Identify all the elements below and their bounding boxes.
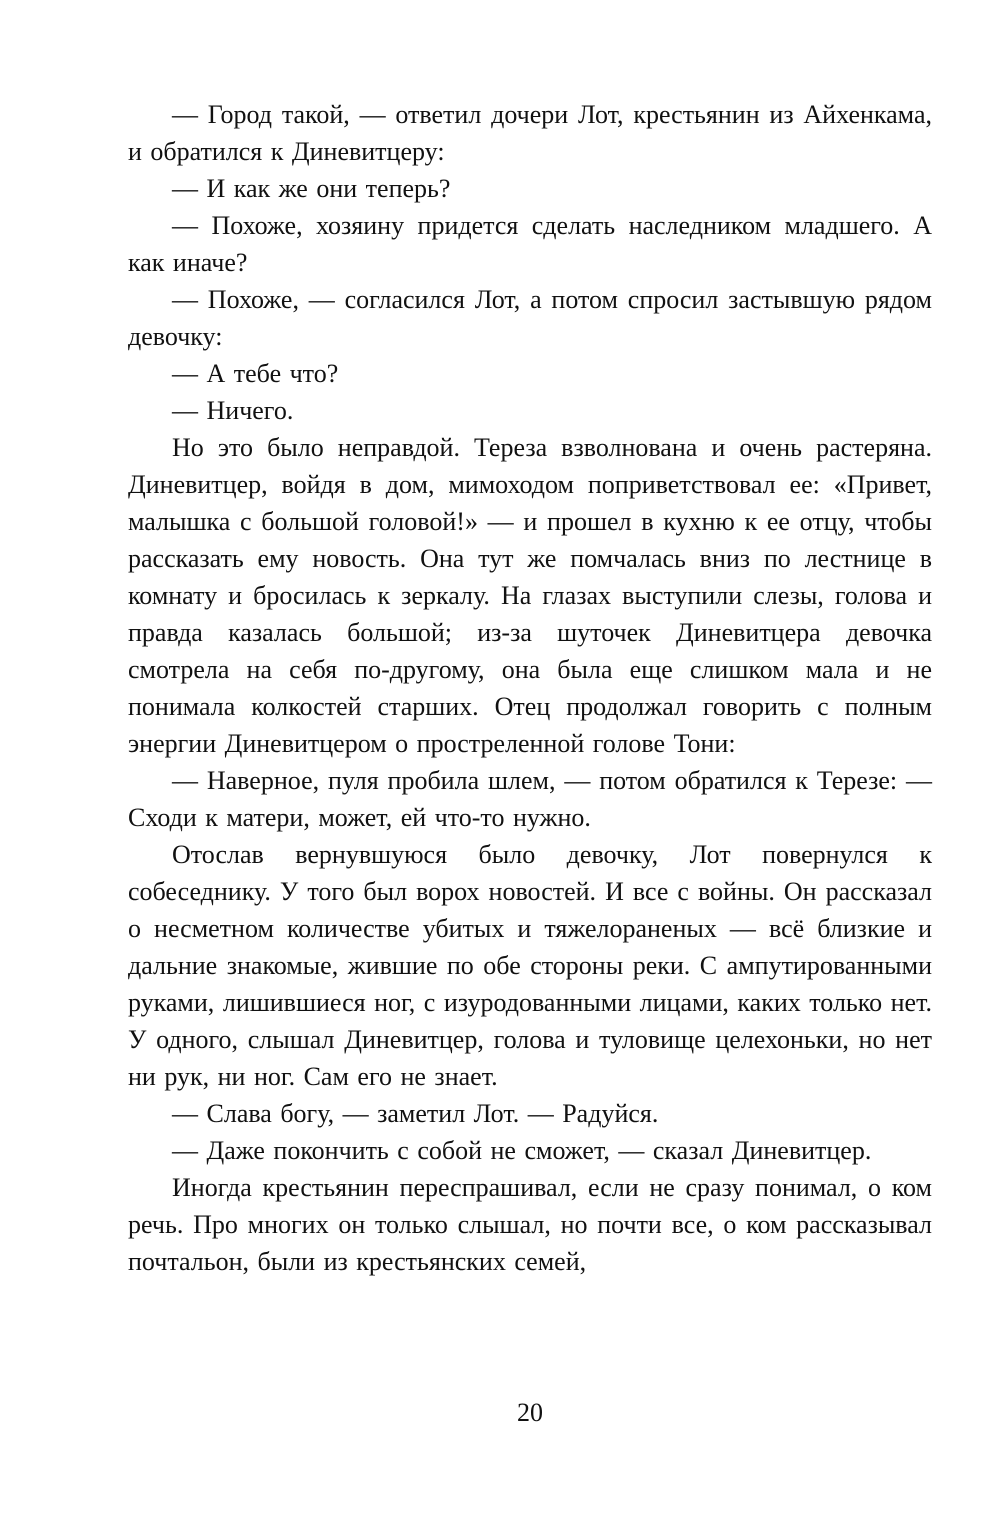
- paragraph: — Ничего.: [172, 396, 294, 425]
- paragraph: — Даже покончить с собой не сможет, — сказал Диневитцер.: [172, 1136, 872, 1165]
- paragraph: Отослав вернувшуюся было девочку, Лот повернулся к собеседнику. У того был ворох новостей. И все с войны. Он рассказал о несметном количестве убитых и тяжелораненых — всё близкие и дальние знакомые, жившие по обе стороны реки. С ампутированными руками, лишившиеся ног, с изуродованными лицами, каких только нет. У одного, слышал Диневитцер, голова и туловище целехоньки, но нет ни рук, ни ног. Сам его не знает.: [128, 840, 932, 1091]
- paragraph: — Похоже, хозяину придется сделать наследником младшего. А как иначе?: [128, 211, 932, 277]
- paragraph: — Город такой, — ответил дочери Лот, крестьянин из Айхенкама, и обратился к Диневитцеру:: [128, 100, 932, 166]
- paragraph: — Слава богу, — заметил Лот. — Радуйся.: [172, 1099, 659, 1128]
- paragraph: — Похоже, — согласился Лот, а потом спросил застывшую рядом девочку:: [128, 285, 932, 351]
- paragraph: — А тебе что?: [172, 359, 339, 388]
- paragraph: — И как же они теперь?: [172, 174, 451, 203]
- text-block: [128, 96, 932, 1280]
- paragraph: — Наверное, пуля пробила шлем, — потом обратился к Терезе: — Сходи к матери, может, ей что-то нужно.: [128, 766, 932, 832]
- page-number: 20: [517, 1398, 543, 1427]
- paragraph: Иногда крестьянин переспрашивал, если не сразу понимал, о ком речь. Про многих он только слышал, но почти все, о ком рассказывал почтальон, были из крестьянских семей,: [128, 1173, 932, 1276]
- paragraph: Но это было неправдой. Тереза взволнована и очень растеряна. Диневитцер, войдя в дом, мимоходом поприветствовал ее: «Привет, малышка с большой головой!» — и прошел в кухню к ее отцу, чтобы рассказать ему новость. Она тут же помчалась вниз по лестнице в комнату и бросилась к зеркалу. На глазах выступили слезы, голова и правда казалась большой; из-за шуточек Диневитцера девочка смотрела на себя по-другому, она была еще слишком мала и не понимала колкостей старших. Отец продолжал говорить с полным энергии Диневитцером о простреленной голове Тони:: [128, 433, 932, 758]
